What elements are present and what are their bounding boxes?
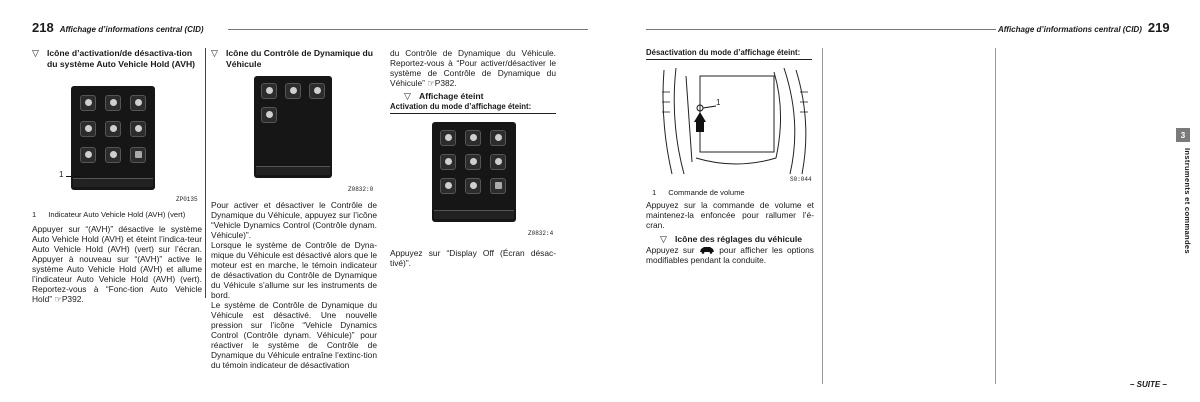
left-column-1-body bbox=[32, 210, 202, 304]
triangle-icon: ▽ bbox=[32, 48, 39, 58]
triangle-icon: ▽ bbox=[660, 234, 667, 244]
heading-text: Affichage éteint bbox=[419, 91, 484, 101]
app-icon bbox=[261, 83, 277, 99]
figure-caption bbox=[646, 188, 814, 197]
vdc-screen-figure bbox=[254, 76, 332, 178]
header-title: Affichage d’informations central (CID) bbox=[59, 25, 204, 34]
callout-number: 1 bbox=[716, 98, 721, 107]
paragraph: Pour activer et désactiver le Contrôle de Dynamique du Véhicule, appuyez sur l’icône “Vehicle Dynamics Control (Contrôle dynam. Véhicule)”. bbox=[211, 200, 377, 240]
app-icon bbox=[130, 95, 146, 111]
vdc-icon bbox=[309, 83, 325, 99]
display-off-icon bbox=[490, 178, 506, 194]
app-icon bbox=[105, 121, 121, 137]
figure-code: Z0832:4 bbox=[528, 230, 554, 237]
column-divider bbox=[822, 48, 823, 384]
page-number: 218 bbox=[32, 20, 54, 35]
section-heading bbox=[660, 234, 814, 245]
figure-code: ZP0135 bbox=[176, 196, 198, 203]
app-icon bbox=[490, 130, 506, 146]
chapter-tab: 3 bbox=[1176, 128, 1190, 142]
right-page bbox=[600, 0, 1200, 402]
page-number: 219 bbox=[1147, 20, 1170, 35]
figure-code: S0:044 bbox=[790, 176, 812, 183]
figure-caption bbox=[32, 210, 202, 219]
heading-text: Icône d’activation/de désactiva-tion du système Auto Vehicle Hold (AVH) bbox=[47, 48, 196, 69]
status-dock bbox=[256, 166, 330, 175]
app-icon bbox=[465, 154, 481, 170]
paragraph-end: pour afficher les options modifiables pendant la conduite. bbox=[646, 244, 814, 265]
status-dock bbox=[73, 178, 153, 187]
left-header bbox=[32, 20, 204, 34]
caption-text: Commande de volume bbox=[668, 188, 745, 197]
right-header bbox=[998, 20, 1170, 34]
app-icon bbox=[80, 95, 96, 111]
app-icon bbox=[105, 147, 121, 163]
header-rule bbox=[646, 29, 996, 30]
left-column-1 bbox=[32, 48, 202, 69]
app-icon bbox=[130, 121, 146, 137]
caption-number: 1 bbox=[652, 188, 657, 197]
continued-label: – SUITE – bbox=[1130, 380, 1167, 389]
subheading: Désactivation du mode d’affichage éteint: bbox=[646, 48, 812, 60]
car-settings-icon bbox=[699, 246, 715, 254]
paragraph-start: Appuyez sur bbox=[646, 244, 695, 255]
app-icon bbox=[261, 107, 277, 123]
app-icon bbox=[285, 83, 301, 99]
figure-code: Z0832:0 bbox=[348, 186, 374, 193]
column-divider bbox=[205, 48, 206, 298]
caption-number: 1 bbox=[32, 210, 37, 219]
section-heading bbox=[32, 48, 202, 69]
paragraph: Appuyez sur la commande de volume et maintenez-la enfoncée pour rallumer l’é-cran. bbox=[646, 200, 814, 230]
right-column-1-body bbox=[646, 188, 814, 265]
paragraph: Le système de Contrôle de Dynamique du Véhicule est désactivé. Une nouvelle pression sur l’icône “Vehicle Dynamics Control (Contrôle dynam. Véhicule)” pour réactiver le système de Contrôle de Dynamique du Véhicule entraîne l’extinc-tion du témoin indicateur de désactivation bbox=[211, 300, 377, 370]
header-title: Affichage d’informations central (CID) bbox=[998, 25, 1142, 34]
heading-text: Icône des réglages du véhicule bbox=[675, 234, 803, 244]
triangle-icon: ▽ bbox=[211, 48, 218, 58]
column-divider bbox=[995, 48, 996, 384]
callout-number: 1 bbox=[59, 170, 64, 179]
paragraph: du Contrôle de Dynamique du Véhicule. Reportez-vous à “Pour activer/désactiver le système de Contrôle de Dynamique du Véhicule” ☞P382. bbox=[390, 48, 556, 88]
dashboard-drawing bbox=[656, 62, 816, 178]
callout-line bbox=[66, 176, 82, 177]
display-off-screen-figure bbox=[432, 122, 516, 222]
app-icon bbox=[80, 121, 96, 137]
left-column-2-body bbox=[211, 200, 377, 370]
status-dock bbox=[434, 210, 514, 219]
chapter-title: Instruments et commandes bbox=[1183, 148, 1192, 254]
app-icon bbox=[105, 95, 121, 111]
right-column-1 bbox=[646, 48, 812, 60]
left-page bbox=[0, 0, 590, 402]
paragraph: Lorsque le système de Contrôle de Dyna-mique du Véhicule est désactivé alors que le moteur est en marche, le témoin indicateur de désactivation du Contrôle de Dynamique du Véhicule s’allume sur les instruments de bord. bbox=[211, 240, 377, 300]
apps-grid-icon bbox=[130, 147, 146, 163]
app-icon bbox=[465, 178, 481, 194]
app-icon bbox=[80, 147, 96, 163]
header-rule bbox=[228, 29, 588, 30]
triangle-icon: ▽ bbox=[404, 91, 411, 101]
section-heading bbox=[404, 91, 556, 102]
left-column-2 bbox=[211, 48, 377, 69]
app-icon bbox=[490, 154, 506, 170]
paragraph: Appuyez sur “Display Off (Écran désac-tivé)”. bbox=[390, 248, 556, 268]
app-icon bbox=[465, 130, 481, 146]
subheading: Activation du mode d’affichage éteint: bbox=[390, 102, 556, 114]
left-column-3 bbox=[390, 48, 556, 114]
left-column-3-body bbox=[390, 248, 556, 268]
paragraph bbox=[646, 245, 814, 265]
caption-text: Indicateur Auto Vehicle Hold (AVH) (vert) bbox=[48, 210, 186, 219]
avh-screen-figure bbox=[71, 86, 155, 190]
heading-text: Icône du Contrôle de Dynamique du Véhicule bbox=[226, 48, 374, 69]
app-icon bbox=[440, 178, 456, 194]
paragraph: Appuyer sur “(AVH)” désactive le système Auto Vehicle Hold (AVH) et éteint l’indica-teur Auto Vehicle Hold (AVH) (vert) sur l’écran. Appuyer à nouveau sur “(AVH)” active le système Auto Vehicle Hold (AVH) et allume l’indicateur Auto Vehicle Hold (AVH) (vert). Reportez-vous à “Fonc-tion Auto Vehicle Hold” ☞P392. bbox=[32, 224, 202, 304]
app-icon bbox=[440, 130, 456, 146]
app-icon bbox=[440, 154, 456, 170]
section-heading bbox=[211, 48, 377, 69]
